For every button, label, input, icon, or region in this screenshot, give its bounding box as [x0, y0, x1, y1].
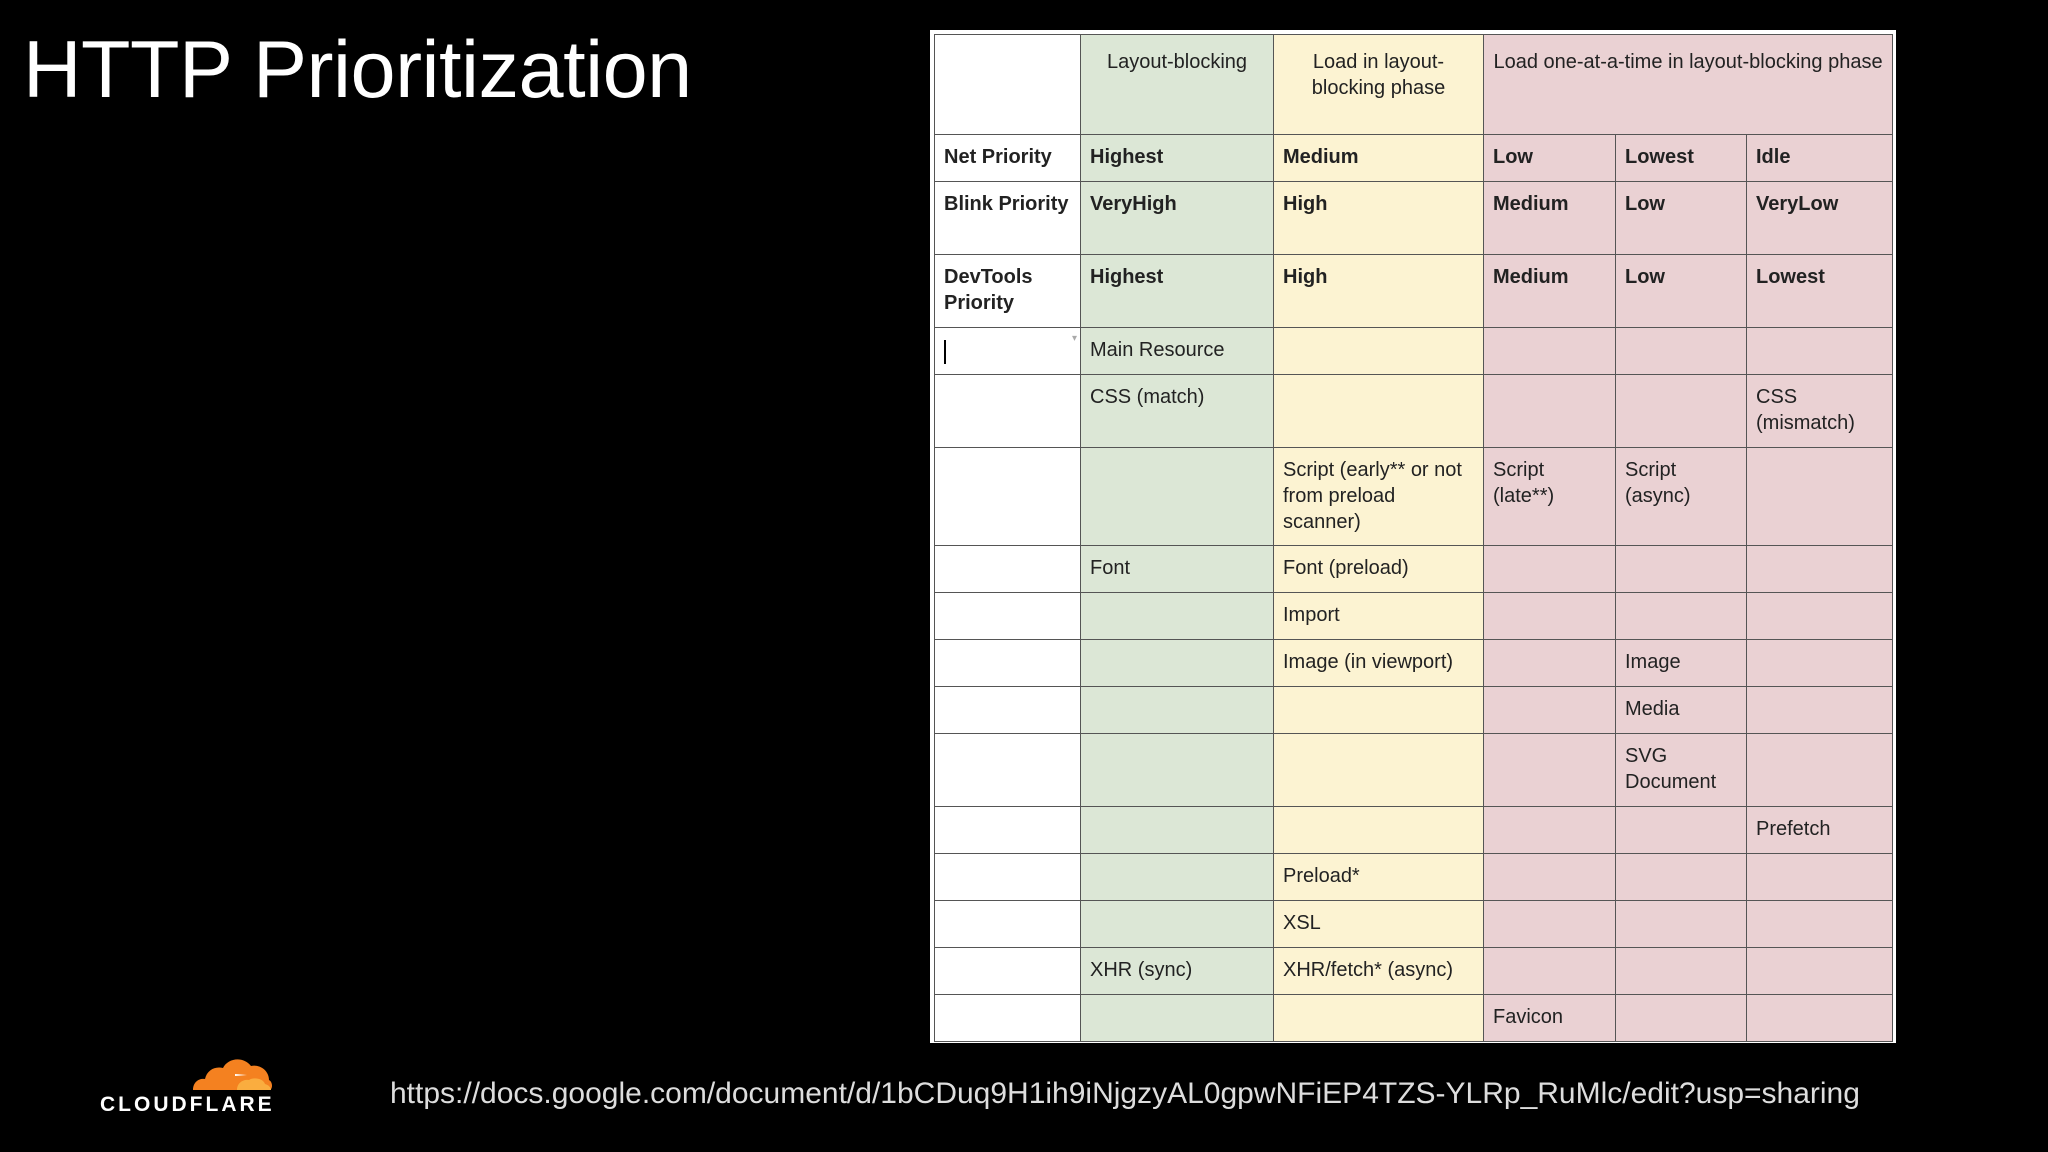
table-row	[935, 328, 1893, 375]
row-label[interactable]: Net Priority	[935, 135, 1081, 182]
table-cell[interactable]: XHR/fetch* (async)	[1274, 948, 1484, 995]
table-cell[interactable]	[1484, 901, 1616, 948]
table-cell[interactable]	[1747, 640, 1893, 687]
table-cell[interactable]: Low	[1484, 135, 1616, 182]
cloudflare-wordmark: CLOUDFLARE	[100, 1093, 275, 1116]
devtools-priority-row	[935, 255, 1893, 328]
dropdown-arrow-icon[interactable]: ▾	[1071, 333, 1077, 344]
table-cell[interactable]: Low	[1616, 255, 1747, 328]
table-cell[interactable]: VeryLow	[1747, 182, 1893, 255]
table-cell[interactable]: VeryHigh	[1081, 182, 1274, 255]
text-cursor	[944, 340, 946, 364]
table-cell[interactable]: CSS (mismatch)	[1747, 375, 1893, 448]
table-cell[interactable]	[1484, 807, 1616, 854]
row-label[interactable]	[935, 854, 1081, 901]
row-label[interactable]	[935, 901, 1081, 948]
table-cell[interactable]	[1484, 546, 1616, 593]
table-cell[interactable]: Medium	[1484, 255, 1616, 328]
table-cell[interactable]	[1081, 807, 1274, 854]
header-load-in-phase[interactable]: Load in layout-blocking phase	[1274, 35, 1484, 135]
table-cell[interactable]	[1747, 948, 1893, 995]
table-row	[935, 593, 1893, 640]
row-label[interactable]	[935, 948, 1081, 995]
table-cell[interactable]	[1616, 807, 1747, 854]
table-cell[interactable]	[1747, 546, 1893, 593]
table-cell[interactable]: Lowest	[1747, 255, 1893, 328]
table-cell[interactable]: Idle	[1747, 135, 1893, 182]
table-cell[interactable]	[1616, 995, 1747, 1042]
cloud-icon	[185, 1050, 275, 1094]
table-cell[interactable]	[1747, 901, 1893, 948]
table-cell[interactable]	[1081, 687, 1274, 734]
table-cell[interactable]	[1081, 640, 1274, 687]
table-cell[interactable]	[1616, 593, 1747, 640]
table-cell[interactable]: Preload*	[1274, 854, 1484, 901]
table-cell[interactable]: Lowest	[1616, 135, 1747, 182]
table-cell[interactable]	[1484, 640, 1616, 687]
table-row	[935, 546, 1893, 593]
table-cell[interactable]: Font (preload)	[1274, 546, 1484, 593]
table-cell[interactable]	[1484, 328, 1616, 375]
table-cell[interactable]: Script (late**)	[1484, 448, 1616, 546]
row-label[interactable]: Blink Priority	[935, 182, 1081, 255]
table-cell[interactable]: Low	[1616, 182, 1747, 255]
table-cell[interactable]: Highest	[1081, 135, 1274, 182]
table-cell[interactable]	[1747, 854, 1893, 901]
table-cell[interactable]	[1484, 854, 1616, 901]
table-cell[interactable]	[1274, 687, 1484, 734]
row-label[interactable]	[935, 734, 1081, 807]
table-cell[interactable]: XHR (sync)	[1081, 948, 1274, 995]
table-cell[interactable]: Script (early** or not from preload scanner)	[1274, 448, 1484, 546]
priority-table-container	[930, 30, 1896, 1043]
cloudflare-logo	[100, 1050, 280, 1120]
table-cell[interactable]	[1274, 375, 1484, 448]
row-label[interactable]	[935, 687, 1081, 734]
table-cell[interactable]: Favicon	[1484, 995, 1616, 1042]
row-label[interactable]	[935, 640, 1081, 687]
row-label[interactable]	[935, 807, 1081, 854]
table-cell[interactable]	[1747, 995, 1893, 1042]
table-row	[935, 640, 1893, 687]
table-row	[935, 375, 1893, 448]
table-cell[interactable]	[1081, 854, 1274, 901]
table-cell[interactable]	[1081, 734, 1274, 807]
table-cell[interactable]	[1616, 328, 1747, 375]
table-cell[interactable]: High	[1274, 182, 1484, 255]
row-label[interactable]	[935, 593, 1081, 640]
table-cell[interactable]	[1747, 328, 1893, 375]
table-cell[interactable]: Main Resource	[1081, 328, 1274, 375]
table-cell[interactable]	[1274, 807, 1484, 854]
table-cell[interactable]	[1484, 734, 1616, 807]
table-cell[interactable]	[1274, 995, 1484, 1042]
table-row	[935, 948, 1893, 995]
table-row	[935, 734, 1893, 807]
table-cell[interactable]	[1616, 375, 1747, 448]
table-cell[interactable]	[1616, 854, 1747, 901]
table-cell[interactable]	[1484, 948, 1616, 995]
table-cell[interactable]	[1484, 593, 1616, 640]
table-cell[interactable]: Medium	[1274, 135, 1484, 182]
table-cell[interactable]: Font	[1081, 546, 1274, 593]
table-cell[interactable]: Medium	[1484, 182, 1616, 255]
table-cell[interactable]	[1616, 546, 1747, 593]
row-label[interactable]: DevTools Priority	[935, 255, 1081, 328]
table-header-row	[935, 35, 1893, 135]
table-cell[interactable]	[1616, 901, 1747, 948]
table-row	[935, 854, 1893, 901]
header-one-at-a-time[interactable]: Load one-at-a-time in layout-blocking phase	[1484, 35, 1893, 135]
active-cell[interactable]	[935, 328, 1081, 375]
table-cell[interactable]: Script (async)	[1616, 448, 1747, 546]
table-cell[interactable]: Image	[1616, 640, 1747, 687]
source-url[interactable]: https://docs.google.com/document/d/1bCDuq9H1ih9iNjgzyAL0gpwNFiEP4TZS-YLRp_RuMlc/edit?usp=sharing	[390, 1077, 1860, 1110]
table-cell[interactable]: Media	[1616, 687, 1747, 734]
table-cell[interactable]	[1747, 734, 1893, 807]
table-cell[interactable]	[1747, 687, 1893, 734]
table-cell[interactable]	[1081, 448, 1274, 546]
row-label[interactable]	[935, 375, 1081, 448]
table-cell[interactable]	[1081, 901, 1274, 948]
row-label[interactable]	[935, 546, 1081, 593]
table-cell[interactable]	[1747, 448, 1893, 546]
table-cell[interactable]	[1081, 995, 1274, 1042]
table-cell[interactable]: CSS (match)	[1081, 375, 1274, 448]
table-row	[935, 995, 1893, 1042]
table-row	[935, 901, 1893, 948]
table-cell[interactable]: SVG Document	[1616, 734, 1747, 807]
table-row	[935, 448, 1893, 546]
slide-title: HTTP Prioritization	[23, 25, 692, 115]
table-cell[interactable]	[1274, 328, 1484, 375]
table-cell[interactable]: Highest	[1081, 255, 1274, 328]
net-priority-row	[935, 135, 1893, 182]
table-cell[interactable]: Image (in viewport)	[1274, 640, 1484, 687]
table-cell[interactable]: Prefetch	[1747, 807, 1893, 854]
row-label[interactable]	[935, 995, 1081, 1042]
table-row	[935, 687, 1893, 734]
table-cell[interactable]	[1484, 687, 1616, 734]
table-cell[interactable]: XSL	[1274, 901, 1484, 948]
row-label[interactable]	[935, 448, 1081, 546]
priority-table	[934, 34, 1893, 1042]
table-cell[interactable]	[1274, 734, 1484, 807]
header-empty-cell[interactable]	[935, 35, 1081, 135]
table-row	[935, 807, 1893, 854]
table-cell[interactable]: High	[1274, 255, 1484, 328]
table-cell[interactable]: Import	[1274, 593, 1484, 640]
table-cell[interactable]	[1484, 375, 1616, 448]
table-cell[interactable]	[1616, 948, 1747, 995]
header-layout-blocking[interactable]: Layout-blocking	[1081, 35, 1274, 135]
table-cell[interactable]	[1747, 593, 1893, 640]
blink-priority-row	[935, 182, 1893, 255]
table-cell[interactable]	[1081, 593, 1274, 640]
